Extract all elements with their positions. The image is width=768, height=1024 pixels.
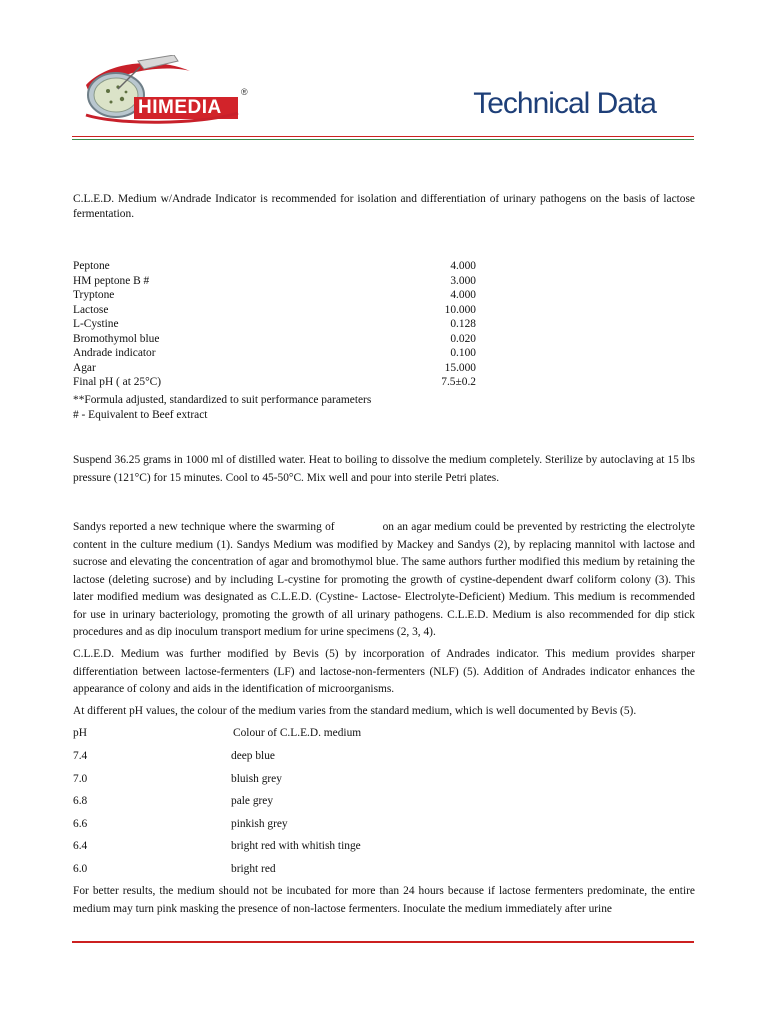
footer-rule-red <box>72 941 694 943</box>
composition-row: Lactose 10.000 <box>73 303 476 316</box>
equivalent-note: # - Equivalent to Beef extract <box>73 409 208 421</box>
composition-row: Peptone 4.000 <box>73 260 476 272</box>
composition-row: Andrade indicator 0.100 <box>73 347 476 359</box>
composition-row: HM peptone B # 3.000 <box>73 274 476 287</box>
principle-paragraph-2: C.L.E.D. Medium was further modified by Bevis (5) by incorporation of Andrades indicator. This medium provides sharper differentiation between lactose-fermenters (LF) and lactose-non-fermenters (NLF) (5). Addition of Andrades indicator enhances the appearance of colony and aids in the identification of microorganisms. <box>73 648 695 695</box>
principle-paragraph-3: At different pH values, the colour of the medium varies from the standard medium, which is well documented by Bevis (5). <box>73 705 637 717</box>
closing-paragraph: For better results, the medium should not be incubated for more than 24 hours because if lactose fermenters predominate, the entire medium may turn pink masking the presence of non-lactose fermenters. Inoculate the medium immediately after urine <box>73 885 695 915</box>
ph-table-row: 6.4 bright red with whitish tinge <box>73 840 361 852</box>
intro-paragraph: C.L.E.D. Medium w/Andrade Indicator is recommended for isolation and differentiation of urinary pathogens on the basis of lactose fermentation. <box>73 193 695 220</box>
ph-table-row: 7.0 bluish grey <box>73 772 282 785</box>
himedia-logo <box>78 55 254 127</box>
composition-row: L-Cystine 0.128 <box>73 318 476 330</box>
ph-table-row: 6.6 pinkish grey <box>73 817 288 830</box>
composition-row: Agar 15.000 <box>73 361 476 374</box>
composition-row: Bromothymol blue 0.020 <box>73 332 476 345</box>
ph-table-row: 7.4 deep blue <box>73 750 275 762</box>
formula-note: **Formula adjusted, standardized to suit performance parameters <box>73 394 372 406</box>
page-title: Technical Data <box>473 87 656 120</box>
registered-mark: ® <box>241 87 248 97</box>
composition-row: Tryptone 4.000 <box>73 289 476 301</box>
ph-table-row: 6.0 bright red <box>73 862 276 875</box>
principle-paragraph-1: Sandys reported a new technique where the swarming of on an agar medium could be prevented by restricting the electrolyte content in the culture medium (1). Sandys Medium was modified by Mackey and Sandys (2), by replacing mannitol with lactose and sucrose and elevating the concentration of agar and bromothymol blue. The same authors further modified this medium by retaining the lactose (deleting sucrose) and by including L-cystine for promoting the growth of cystine-dependent dwarf coliform colony (3). This later modified medium was designated as C.L.E.D. (Cystine- Lactose- Electrolyte-Deficient) Medium. This medium is recommended for use in urinary bacteriology, promoting the growth of all urinary pathogens. C.L.E.D. Medium is also recommended for dip stick procedures and as dip inoculum transport medium for urine specimens (2, 3, 4). <box>73 521 695 638</box>
ph-table-header: pH Colour of C.L.E.D. medium <box>73 727 362 739</box>
composition-row-final-ph: Final pH ( at 25°C) 7.5±0.2 <box>73 376 476 388</box>
directions-paragraph: Suspend 36.25 grams in 1000 ml of distilled water. Heat to boiling to dissolve the medium completely. Sterilize by autoclaving at 15 lbs pressure (121°C) for 15 minutes. Cool to 45-50°C. Mix well and pour into sterile Petri plates. <box>73 454 695 484</box>
header-rule-green <box>72 139 694 140</box>
brand-name: HIMEDIA <box>138 97 222 118</box>
header-rule-red <box>72 136 694 137</box>
ph-table-row: 6.8 pale grey <box>73 795 274 807</box>
